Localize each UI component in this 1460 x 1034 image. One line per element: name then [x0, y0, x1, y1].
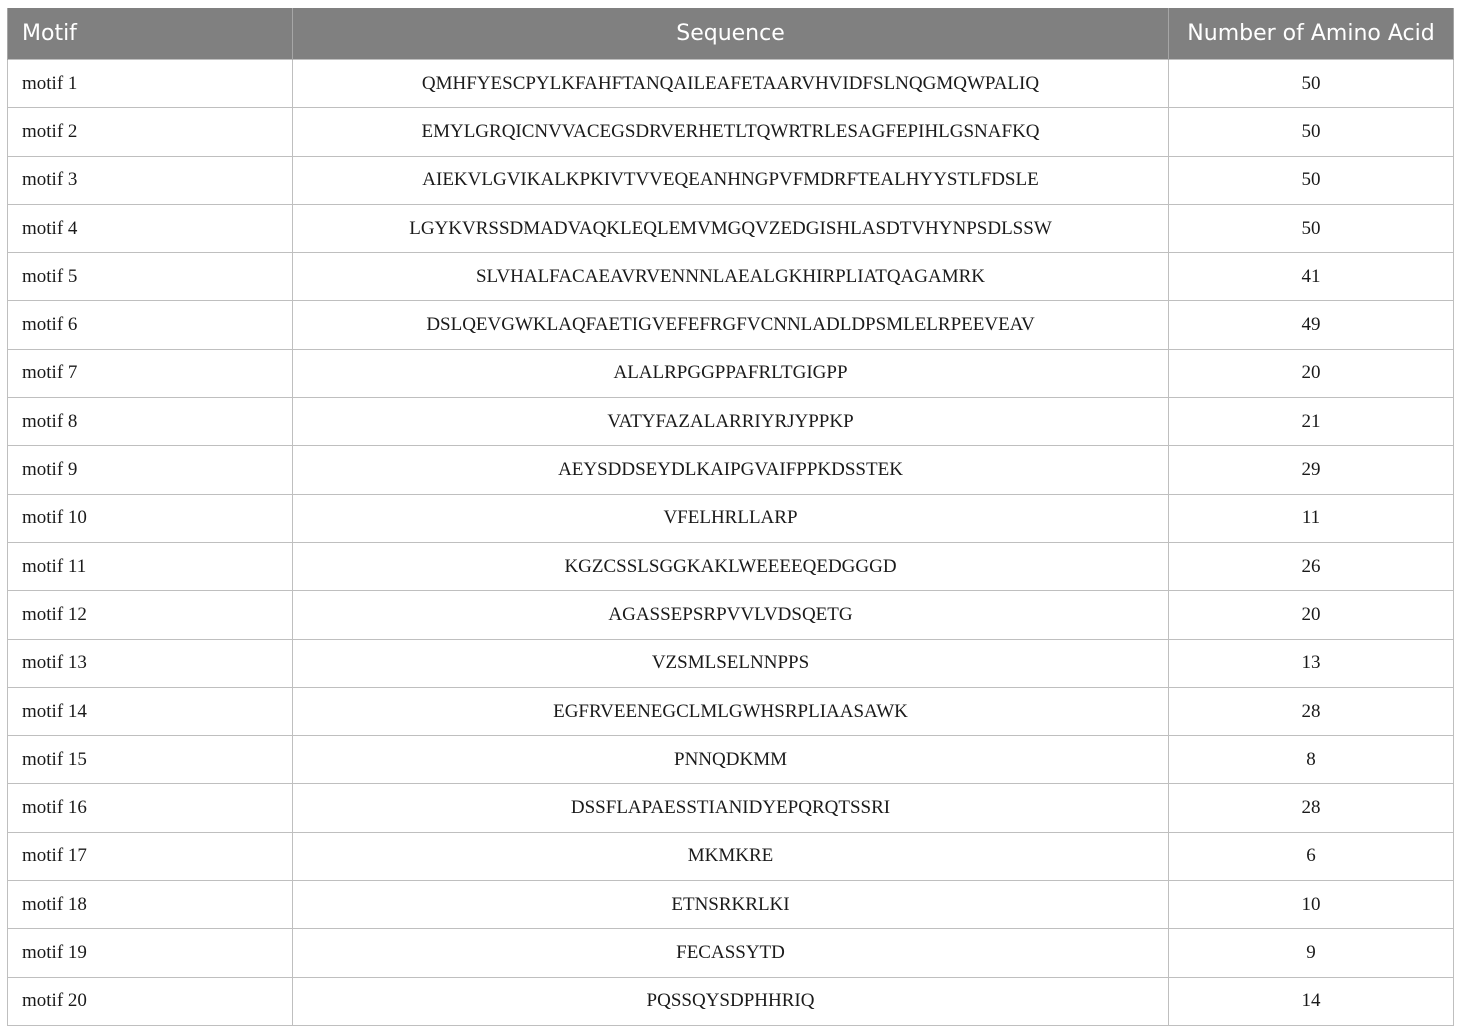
motif-cell: motif 15	[8, 736, 293, 784]
amino-acid-count-cell: 41	[1169, 253, 1454, 301]
sequence-cell: VATYFAZALARRIYRJYPPKP	[293, 398, 1169, 446]
motif-cell: motif 17	[8, 832, 293, 880]
table-row	[8, 349, 1454, 397]
table-row	[8, 60, 1454, 108]
sequence-cell: AEYSDDSEYDLKAIPGVAIFPPKDSSTEK	[293, 446, 1169, 494]
motif-cell: motif 1	[8, 60, 293, 108]
header-row	[8, 8, 1454, 60]
sequence-cell: KGZCSSLSGGKAKLWEEEEQEDGGGD	[293, 542, 1169, 590]
amino-acid-count-cell: 14	[1169, 977, 1454, 1025]
sequence-cell: ETNSRKRLKI	[293, 881, 1169, 929]
amino-acid-count-cell: 49	[1169, 301, 1454, 349]
table-header	[8, 8, 1454, 60]
table-row	[8, 398, 1454, 446]
amino-acid-count-cell: 28	[1169, 687, 1454, 735]
amino-acid-count-cell: 10	[1169, 881, 1454, 929]
amino-acid-count-cell: 20	[1169, 591, 1454, 639]
table-row	[8, 736, 1454, 784]
motif-table-container	[7, 8, 1453, 1026]
table-row	[8, 446, 1454, 494]
motif-cell: motif 12	[8, 591, 293, 639]
amino-acid-count-cell: 50	[1169, 60, 1454, 108]
table-row	[8, 591, 1454, 639]
table-row	[8, 784, 1454, 832]
motif-cell: motif 19	[8, 929, 293, 977]
table-row	[8, 108, 1454, 156]
motif-cell: motif 10	[8, 494, 293, 542]
table-row	[8, 639, 1454, 687]
table-row	[8, 977, 1454, 1025]
sequence-cell: EMYLGRQICNVVACEGSDRVERHETLTQWRTRLESAGFEPIHLGSNAFKQ	[293, 108, 1169, 156]
sequence-cell: EGFRVEENEGCLMLGWHSRPLIAASAWK	[293, 687, 1169, 735]
amino-acid-count-cell: 9	[1169, 929, 1454, 977]
amino-acid-count-cell: 21	[1169, 398, 1454, 446]
table-row	[8, 929, 1454, 977]
motif-cell: motif 8	[8, 398, 293, 446]
sequence-cell: SLVHALFACAEAVRVENNNLAEALGKHIRPLIATQAGAMRK	[293, 253, 1169, 301]
sequence-cell: LGYKVRSSDMADVAQKLEQLEMVMGQVZEDGISHLASDTVHYNPSDLSSW	[293, 204, 1169, 252]
table-row	[8, 881, 1454, 929]
header-motif: Motif	[8, 8, 293, 60]
table-row	[8, 832, 1454, 880]
sequence-cell: PQSSQYSDPHHRIQ	[293, 977, 1169, 1025]
header-sequence: Sequence	[293, 8, 1169, 60]
amino-acid-count-cell: 11	[1169, 494, 1454, 542]
table-row	[8, 301, 1454, 349]
sequence-cell: FECASSYTD	[293, 929, 1169, 977]
motif-cell: motif 11	[8, 542, 293, 590]
sequence-cell: VZSMLSELNNPPS	[293, 639, 1169, 687]
motif-cell: motif 9	[8, 446, 293, 494]
table-body	[8, 60, 1454, 1026]
motif-cell: motif 6	[8, 301, 293, 349]
table-row	[8, 253, 1454, 301]
amino-acid-count-cell: 8	[1169, 736, 1454, 784]
motif-cell: motif 5	[8, 253, 293, 301]
table-row	[8, 204, 1454, 252]
motif-cell: motif 16	[8, 784, 293, 832]
table-row	[8, 687, 1454, 735]
amino-acid-count-cell: 26	[1169, 542, 1454, 590]
motif-cell: motif 7	[8, 349, 293, 397]
sequence-cell: DSLQEVGWKLAQFAETIGVEFEFRGFVCNNLADLDPSMLELRPEEVEAV	[293, 301, 1169, 349]
amino-acid-count-cell: 28	[1169, 784, 1454, 832]
motif-cell: motif 18	[8, 881, 293, 929]
sequence-cell: ALALRPGGPPAFRLTGIGPP	[293, 349, 1169, 397]
table-row	[8, 156, 1454, 204]
sequence-cell: PNNQDKMM	[293, 736, 1169, 784]
sequence-cell: MKMKRE	[293, 832, 1169, 880]
amino-acid-count-cell: 20	[1169, 349, 1454, 397]
sequence-cell: VFELHRLLARP	[293, 494, 1169, 542]
motif-cell: motif 20	[8, 977, 293, 1025]
amino-acid-count-cell: 6	[1169, 832, 1454, 880]
motif-cell: motif 13	[8, 639, 293, 687]
motif-table	[7, 8, 1454, 1026]
sequence-cell: AGASSEPSRPVVLVDSQETG	[293, 591, 1169, 639]
table-row	[8, 542, 1454, 590]
sequence-cell: AIEKVLGVIKALKPKIVTVVEQEANHNGPVFMDRFTEALHYYSTLFDSLE	[293, 156, 1169, 204]
amino-acid-count-cell: 13	[1169, 639, 1454, 687]
amino-acid-count-cell: 50	[1169, 156, 1454, 204]
header-amino-acid-count: Number of Amino Acid	[1169, 8, 1454, 60]
amino-acid-count-cell: 50	[1169, 204, 1454, 252]
motif-cell: motif 3	[8, 156, 293, 204]
table-row	[8, 494, 1454, 542]
motif-cell: motif 14	[8, 687, 293, 735]
motif-cell: motif 2	[8, 108, 293, 156]
amino-acid-count-cell: 50	[1169, 108, 1454, 156]
motif-cell: motif 4	[8, 204, 293, 252]
sequence-cell: DSSFLAPAESSTIANIDYEPQRQTSSRI	[293, 784, 1169, 832]
amino-acid-count-cell: 29	[1169, 446, 1454, 494]
sequence-cell: QMHFYESCPYLKFAHFTANQAILEAFETAARVHVIDFSLNQGMQWPALIQ	[293, 60, 1169, 108]
